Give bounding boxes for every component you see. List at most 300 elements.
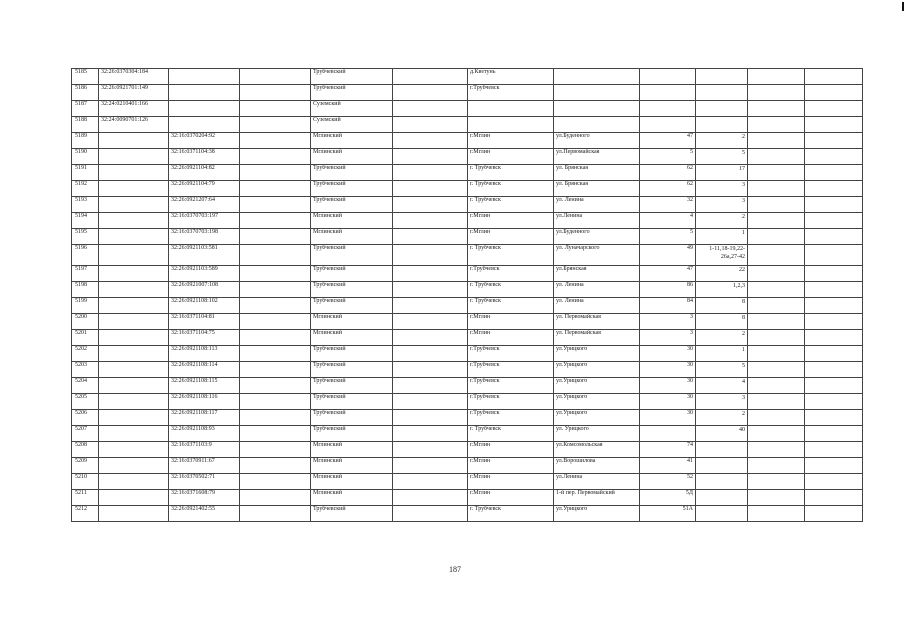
empty-cell <box>393 362 468 378</box>
apartment-cell: 8 <box>696 314 748 330</box>
locality-cell: г.Мглин <box>468 442 554 458</box>
cadastral-number-cell: 32:26:0921104:79 <box>169 181 240 197</box>
old-cadastral-number-cell <box>99 506 169 522</box>
table-row <box>72 506 863 522</box>
house-number-cell: 41 <box>640 458 696 474</box>
apartment-cell: 2 <box>696 410 748 426</box>
house-number-cell <box>640 85 696 101</box>
cadastral-number-cell: 32:16:0370911:67 <box>169 458 240 474</box>
street-cell: ул.Буденного <box>554 133 640 149</box>
apartment-cell <box>696 85 748 101</box>
empty-cell <box>393 117 468 133</box>
row-number-cell: 5207 <box>72 426 99 442</box>
street-cell: ул. Брянская <box>554 165 640 181</box>
district-cell: Трубчевский <box>311 181 393 197</box>
apartment-cell: 2 <box>696 213 748 229</box>
old-cadastral-number-cell <box>99 266 169 282</box>
empty-cell <box>393 101 468 117</box>
empty-cell <box>393 442 468 458</box>
empty-cell <box>393 165 468 181</box>
locality-cell <box>468 101 554 117</box>
empty-cell <box>393 506 468 522</box>
cadastral-number-cell: 32:26:0921108:113 <box>169 346 240 362</box>
street-cell: ул.Ленина <box>554 213 640 229</box>
empty-cell <box>805 282 863 298</box>
house-number-cell: 32 <box>640 197 696 213</box>
locality-cell: г.Мглин <box>468 474 554 490</box>
cadastral-number-cell: 32:26:0921103:589 <box>169 266 240 282</box>
empty-cell <box>240 229 311 245</box>
empty-cell <box>805 197 863 213</box>
cadastral-number-cell: 32:26:0921007:108 <box>169 282 240 298</box>
street-cell: ул. Ленина <box>554 197 640 213</box>
district-cell: Трубчевский <box>311 197 393 213</box>
old-cadastral-number-cell <box>99 426 169 442</box>
empty-cell <box>393 69 468 85</box>
empty-cell <box>393 266 468 282</box>
apartment-cell: 3 <box>696 197 748 213</box>
table-row <box>72 213 863 229</box>
old-cadastral-number-cell <box>99 314 169 330</box>
row-number-cell: 5190 <box>72 149 99 165</box>
empty-cell <box>805 165 863 181</box>
old-cadastral-number-cell <box>99 165 169 181</box>
empty-cell <box>748 314 805 330</box>
empty-cell <box>393 346 468 362</box>
empty-cell <box>805 229 863 245</box>
empty-cell <box>748 69 805 85</box>
cadastral-number-cell: 32:26:0921402:55 <box>169 506 240 522</box>
apartment-cell <box>696 506 748 522</box>
table-row <box>72 229 863 245</box>
street-cell: ул.Урицкого <box>554 410 640 426</box>
empty-cell <box>393 490 468 506</box>
row-number-cell: 5189 <box>72 133 99 149</box>
district-cell: Трубчевский <box>311 362 393 378</box>
district-cell: Трубчевский <box>311 378 393 394</box>
table-row <box>72 133 863 149</box>
locality-cell: г. Трубчевск <box>468 165 554 181</box>
locality-cell: г.Мглин <box>468 229 554 245</box>
street-cell: ул. Первомайская <box>554 314 640 330</box>
empty-cell <box>748 245 805 266</box>
empty-cell <box>748 85 805 101</box>
table-row <box>72 282 863 298</box>
empty-cell <box>805 458 863 474</box>
locality-cell: г.Мглин <box>468 213 554 229</box>
old-cadastral-number-cell <box>99 474 169 490</box>
empty-cell <box>240 490 311 506</box>
house-number-cell: 5 <box>640 149 696 165</box>
locality-cell: г. Трубчевск <box>468 506 554 522</box>
register-table-body <box>72 69 863 522</box>
empty-cell <box>748 298 805 314</box>
empty-cell <box>240 117 311 133</box>
empty-cell <box>393 197 468 213</box>
old-cadastral-number-cell <box>99 410 169 426</box>
cadastral-number-cell <box>169 85 240 101</box>
empty-cell <box>393 85 468 101</box>
house-number-cell <box>640 69 696 85</box>
empty-cell <box>748 101 805 117</box>
old-cadastral-number-cell <box>99 378 169 394</box>
table-row <box>72 362 863 378</box>
empty-cell <box>240 314 311 330</box>
locality-cell: г.Трубчевск <box>468 378 554 394</box>
empty-cell <box>240 506 311 522</box>
street-cell <box>554 101 640 117</box>
street-cell: ул.Ворошилова <box>554 458 640 474</box>
empty-cell <box>240 298 311 314</box>
empty-cell <box>240 165 311 181</box>
old-cadastral-number-cell <box>99 362 169 378</box>
district-cell: Трубчевский <box>311 282 393 298</box>
row-number-cell: 5186 <box>72 85 99 101</box>
empty-cell <box>393 298 468 314</box>
empty-cell <box>393 282 468 298</box>
row-number-cell: 5193 <box>72 197 99 213</box>
empty-cell <box>805 245 863 266</box>
locality-cell: г. Трубчевск <box>468 298 554 314</box>
locality-cell: г.Мглин <box>468 458 554 474</box>
apartment-cell <box>696 101 748 117</box>
locality-cell: г.Мглин <box>468 330 554 346</box>
street-cell <box>554 69 640 85</box>
table-row <box>72 266 863 282</box>
empty-cell <box>805 85 863 101</box>
empty-cell <box>805 117 863 133</box>
empty-cell <box>805 213 863 229</box>
locality-cell: г.Трубчевск <box>468 394 554 410</box>
locality-cell: г.Трубчевск <box>468 266 554 282</box>
house-number-cell: 30 <box>640 410 696 426</box>
empty-cell <box>393 474 468 490</box>
table-row <box>72 474 863 490</box>
cadastral-number-cell: 32:26:0921108:117 <box>169 410 240 426</box>
house-number-cell: 47 <box>640 133 696 149</box>
house-number-cell <box>640 426 696 442</box>
table-row <box>72 426 863 442</box>
house-number-cell: 3 <box>640 314 696 330</box>
house-number-cell: 30 <box>640 378 696 394</box>
table-row <box>72 181 863 197</box>
cadastral-number-cell: 32:26:0921108:102 <box>169 298 240 314</box>
district-cell: Мглинский <box>311 133 393 149</box>
apartment-cell: 8 <box>696 298 748 314</box>
apartment-cell: 3 <box>696 181 748 197</box>
cadastral-number-cell: 32:26:0921104:82 <box>169 165 240 181</box>
old-cadastral-number-cell: 32:26:0370304:184 <box>99 69 169 85</box>
table-row <box>72 298 863 314</box>
cadastral-number-cell: 32:16:0370502:71 <box>169 474 240 490</box>
house-number-cell: 49 <box>640 245 696 266</box>
old-cadastral-number-cell <box>99 181 169 197</box>
empty-cell <box>805 474 863 490</box>
apartment-cell <box>696 442 748 458</box>
locality-cell: г. Трубчевск <box>468 426 554 442</box>
district-cell: Трубчевский <box>311 266 393 282</box>
empty-cell <box>805 506 863 522</box>
empty-cell <box>393 133 468 149</box>
house-number-cell: 52 <box>640 474 696 490</box>
street-cell: ул. Луначарского <box>554 245 640 266</box>
table-row <box>72 165 863 181</box>
locality-cell: г.Трубчевск <box>468 410 554 426</box>
house-number-cell: 51А <box>640 506 696 522</box>
empty-cell <box>240 474 311 490</box>
old-cadastral-number-cell <box>99 442 169 458</box>
empty-cell <box>393 181 468 197</box>
cadastral-number-cell: 32:16:0370204:92 <box>169 133 240 149</box>
table-row <box>72 378 863 394</box>
old-cadastral-number-cell <box>99 133 169 149</box>
table-row <box>72 69 863 85</box>
row-number-cell: 5185 <box>72 69 99 85</box>
old-cadastral-number-cell <box>99 330 169 346</box>
page-number: 187 <box>449 565 461 574</box>
street-cell: ул.Ленина <box>554 474 640 490</box>
street-cell: ул.Урицкого <box>554 506 640 522</box>
cadastral-number-cell <box>169 101 240 117</box>
old-cadastral-number-cell <box>99 282 169 298</box>
locality-cell <box>468 117 554 133</box>
empty-cell <box>240 213 311 229</box>
cadastral-number-cell: 32:16:0371104:81 <box>169 314 240 330</box>
street-cell: ул. Ленина <box>554 282 640 298</box>
empty-cell <box>748 330 805 346</box>
register-table <box>71 68 863 522</box>
row-number-cell: 5210 <box>72 474 99 490</box>
house-number-cell <box>640 117 696 133</box>
apartment-cell: 3 <box>696 394 748 410</box>
house-number-cell: 3 <box>640 330 696 346</box>
locality-cell: г. Трубчевск <box>468 181 554 197</box>
apartment-cell: 40 <box>696 426 748 442</box>
empty-cell <box>240 442 311 458</box>
street-cell <box>554 85 640 101</box>
district-cell: Мглинский <box>311 474 393 490</box>
street-cell: 1-й пер. Первомайский <box>554 490 640 506</box>
row-number-cell: 5208 <box>72 442 99 458</box>
row-number-cell: 5202 <box>72 346 99 362</box>
empty-cell <box>393 314 468 330</box>
empty-cell <box>240 410 311 426</box>
district-cell: Мглинский <box>311 314 393 330</box>
district-cell: Мглинский <box>311 458 393 474</box>
apartment-cell <box>696 458 748 474</box>
empty-cell <box>805 362 863 378</box>
empty-cell <box>805 410 863 426</box>
locality-cell: г.Мглин <box>468 133 554 149</box>
apartment-cell: 17 <box>696 165 748 181</box>
house-number-cell: 84 <box>640 298 696 314</box>
empty-cell <box>240 85 311 101</box>
cadastral-number-cell: 32:26:0921108:116 <box>169 394 240 410</box>
street-cell: ул.Буденного <box>554 229 640 245</box>
empty-cell <box>240 149 311 165</box>
locality-cell: г.Трубчевск <box>468 85 554 101</box>
empty-cell <box>805 442 863 458</box>
table-row <box>72 117 863 133</box>
cadastral-number-cell: 32:16:0371104:75 <box>169 330 240 346</box>
empty-cell <box>393 213 468 229</box>
empty-cell <box>748 442 805 458</box>
house-number-cell: 47 <box>640 266 696 282</box>
empty-cell <box>393 410 468 426</box>
empty-cell <box>748 490 805 506</box>
locality-cell: г.Мглин <box>468 314 554 330</box>
empty-cell <box>748 133 805 149</box>
row-number-cell: 5188 <box>72 117 99 133</box>
empty-cell <box>240 362 311 378</box>
locality-cell: г.Мглин <box>468 490 554 506</box>
apartment-cell <box>696 474 748 490</box>
cadastral-number-cell: 32:16:0370703:198 <box>169 229 240 245</box>
table-row <box>72 245 863 266</box>
empty-cell <box>805 133 863 149</box>
street-cell <box>554 117 640 133</box>
table-row <box>72 85 863 101</box>
row-number-cell: 5197 <box>72 266 99 282</box>
district-cell: Трубчевский <box>311 410 393 426</box>
empty-cell <box>805 266 863 282</box>
table-row <box>72 410 863 426</box>
old-cadastral-number-cell <box>99 213 169 229</box>
empty-cell <box>748 229 805 245</box>
apartment-cell: 5 <box>696 149 748 165</box>
apartment-cell: 1,2,3 <box>696 282 748 298</box>
empty-cell <box>805 394 863 410</box>
empty-cell <box>805 101 863 117</box>
empty-cell <box>748 181 805 197</box>
row-number-cell: 5192 <box>72 181 99 197</box>
locality-cell: г.Мглин <box>468 149 554 165</box>
empty-cell <box>240 282 311 298</box>
row-number-cell: 5196 <box>72 245 99 266</box>
old-cadastral-number-cell <box>99 229 169 245</box>
district-cell: Трубчевский <box>311 346 393 362</box>
apartment-cell: 1-11,18-19,22-26а,27-42 <box>696 245 748 266</box>
empty-cell <box>240 426 311 442</box>
house-number-cell: 74 <box>640 442 696 458</box>
row-number-cell: 5206 <box>72 410 99 426</box>
house-number-cell: 30 <box>640 346 696 362</box>
empty-cell <box>748 165 805 181</box>
old-cadastral-number-cell: 32:26:0921701:149 <box>99 85 169 101</box>
cadastral-number-cell: 32:26:0921103:581 <box>169 245 240 266</box>
cadastral-number-cell: 32:16:0371103:9 <box>169 442 240 458</box>
empty-cell <box>805 330 863 346</box>
street-cell: ул. Ленина <box>554 298 640 314</box>
old-cadastral-number-cell <box>99 458 169 474</box>
house-number-cell: 86 <box>640 282 696 298</box>
row-number-cell: 5187 <box>72 101 99 117</box>
street-cell: ул. Брянская <box>554 181 640 197</box>
house-number-cell: 5Д <box>640 490 696 506</box>
apartment-cell <box>696 117 748 133</box>
empty-cell <box>240 69 311 85</box>
house-number-cell: 4 <box>640 213 696 229</box>
table-row <box>72 197 863 213</box>
district-cell: Трубчевский <box>311 85 393 101</box>
cadastral-number-cell <box>169 69 240 85</box>
empty-cell <box>393 426 468 442</box>
apartment-cell: 5 <box>696 362 748 378</box>
empty-cell <box>240 378 311 394</box>
empty-cell <box>240 197 311 213</box>
empty-cell <box>240 181 311 197</box>
empty-cell <box>805 69 863 85</box>
apartment-cell: 1 <box>696 346 748 362</box>
old-cadastral-number-cell <box>99 149 169 165</box>
house-number-cell <box>640 101 696 117</box>
cadastral-number-cell: 32:26:0921207:64 <box>169 197 240 213</box>
empty-cell <box>748 410 805 426</box>
old-cadastral-number-cell <box>99 298 169 314</box>
empty-cell <box>240 330 311 346</box>
apartment-cell: 1 <box>696 229 748 245</box>
cadastral-number-cell: 32:26:0921108:93 <box>169 426 240 442</box>
apartment-cell: 2 <box>696 133 748 149</box>
house-number-cell: 30 <box>640 362 696 378</box>
row-number-cell: 5195 <box>72 229 99 245</box>
district-cell: Мглинский <box>311 213 393 229</box>
empty-cell <box>393 245 468 266</box>
house-number-cell: 62 <box>640 181 696 197</box>
old-cadastral-number-cell <box>99 245 169 266</box>
row-number-cell: 5203 <box>72 362 99 378</box>
street-cell: ул.Урицкого <box>554 346 640 362</box>
empty-cell <box>748 282 805 298</box>
district-cell: Трубчевский <box>311 426 393 442</box>
page-edge-mark <box>902 2 904 11</box>
empty-cell <box>748 506 805 522</box>
locality-cell: г. Трубчевск <box>468 197 554 213</box>
empty-cell <box>805 298 863 314</box>
locality-cell: г.Трубчевск <box>468 346 554 362</box>
locality-cell: г. Трубчевск <box>468 282 554 298</box>
empty-cell <box>748 458 805 474</box>
empty-cell <box>240 346 311 362</box>
empty-cell <box>748 346 805 362</box>
district-cell: Трубчевский <box>311 506 393 522</box>
row-number-cell: 5211 <box>72 490 99 506</box>
empty-cell <box>805 426 863 442</box>
empty-cell <box>805 181 863 197</box>
district-cell: Мглинский <box>311 442 393 458</box>
empty-cell <box>748 426 805 442</box>
empty-cell <box>805 149 863 165</box>
apartment-cell <box>696 69 748 85</box>
apartment-cell: 4 <box>696 378 748 394</box>
empty-cell <box>748 394 805 410</box>
house-number-cell: 62 <box>640 165 696 181</box>
empty-cell <box>748 213 805 229</box>
empty-cell <box>748 117 805 133</box>
house-number-cell: 30 <box>640 394 696 410</box>
street-cell: ул.Урицкого <box>554 378 640 394</box>
table-row <box>72 314 863 330</box>
empty-cell <box>805 314 863 330</box>
table-row <box>72 458 863 474</box>
street-cell: ул. Урицкого <box>554 426 640 442</box>
row-number-cell: 5191 <box>72 165 99 181</box>
table-row <box>72 346 863 362</box>
district-cell: Мглинский <box>311 490 393 506</box>
table-row <box>72 330 863 346</box>
old-cadastral-number-cell <box>99 197 169 213</box>
row-number-cell: 5199 <box>72 298 99 314</box>
